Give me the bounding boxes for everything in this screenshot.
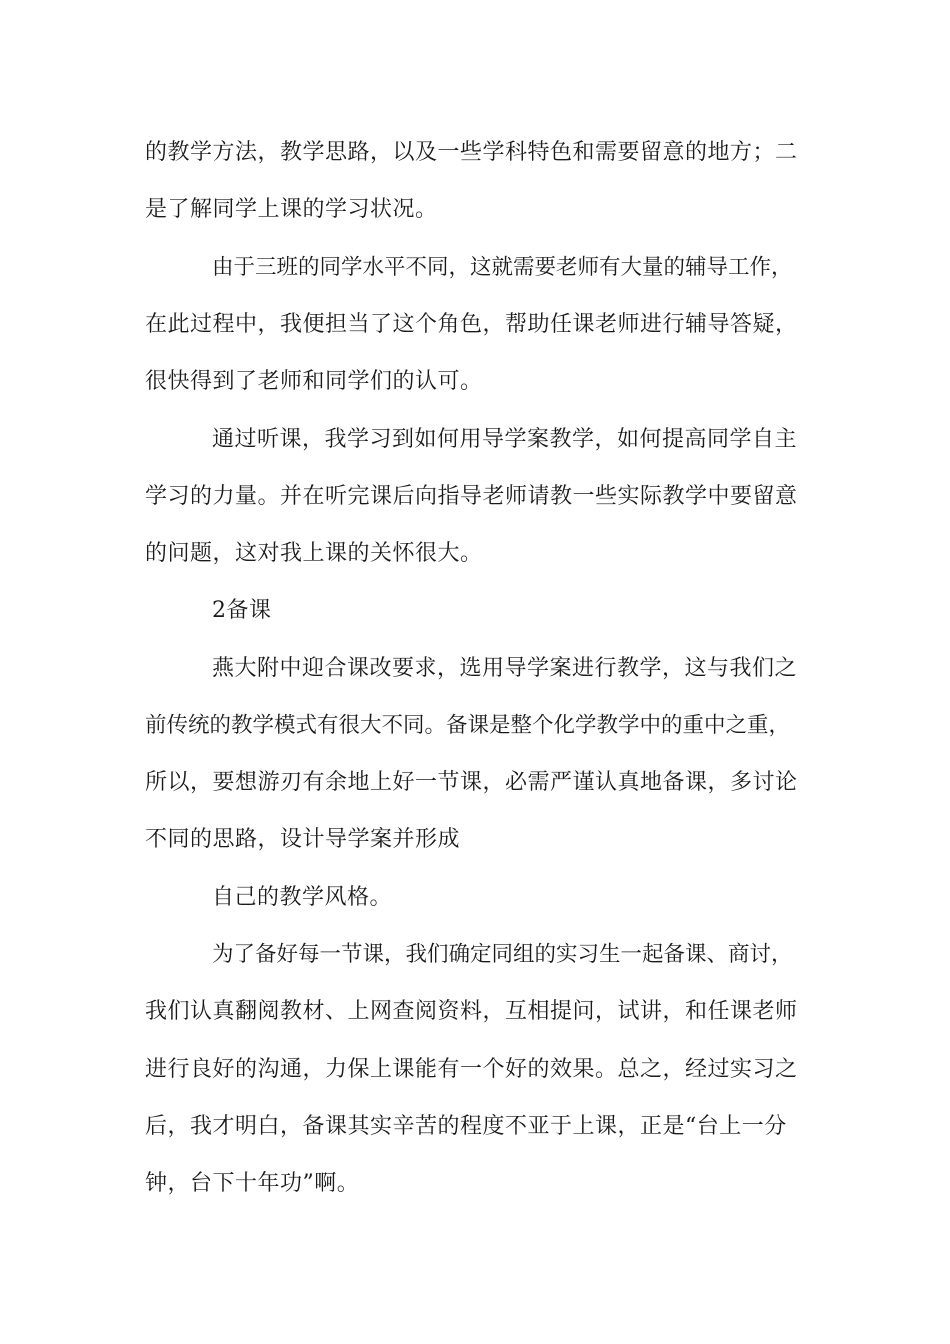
paragraph-line: 前传统的教学模式有很大不同。备课是整个化学教学中的重中之重， xyxy=(145,713,791,738)
paragraph-line: 由于三班的同学水平不同，这就需要老师有大量的辅导工作， xyxy=(212,255,793,280)
paragraph-line: 后，我才明白，备课其实辛苦的程度不亚于上课，正是“台上一分 xyxy=(145,1114,787,1139)
paragraph-line: 我们认真翻阅教材、上网查阅资料，互相提问，试讲，和任课老师 xyxy=(145,999,798,1024)
paragraph-line: 钟，台下十年功”啊。 xyxy=(145,1171,360,1196)
paragraph-line: 为了备好每一节课，我们确定同组的实习生一起备课、商讨， xyxy=(212,942,793,967)
paragraph-line: 的问题，这对我上课的关怀很大。 xyxy=(145,541,483,566)
paragraph-line: 所以，要想游刃有余地上好一节课，必需严谨认真地备课，多讨论 xyxy=(145,770,798,795)
paragraph-line: 的教学方法，教学思路，以及一些学科特色和需要留意的地方；二 xyxy=(145,140,798,165)
section-heading: 2备课 xyxy=(212,598,272,623)
paragraph-line: 通过听课，我学习到如何用导学案教学，如何提高同学自主 xyxy=(212,427,798,452)
paragraph-line: 进行良好的沟通，力保上课能有一个好的效果。总之，经过实习之 xyxy=(145,1057,798,1082)
paragraph-line: 学习的力量。并在听完课后向指导老师请教一些实际教学中要留意 xyxy=(145,484,798,509)
paragraph-line: 自己的教学风格。 xyxy=(212,885,393,910)
paragraph-line: 在此过程中，我便担当了这个角色，帮助任课老师进行辅导答疑， xyxy=(145,312,798,337)
paragraph-line: 燕大附中迎合课改要求，选用导学案进行教学，这与我们之 xyxy=(212,656,798,681)
paragraph-line: 是了解同学上课的学习状况。 xyxy=(145,197,438,222)
paragraph-line: 很快得到了老师和同学们的认可。 xyxy=(145,369,483,394)
paragraph-line: 不同的思路，设计导学案并形成 xyxy=(145,827,461,852)
